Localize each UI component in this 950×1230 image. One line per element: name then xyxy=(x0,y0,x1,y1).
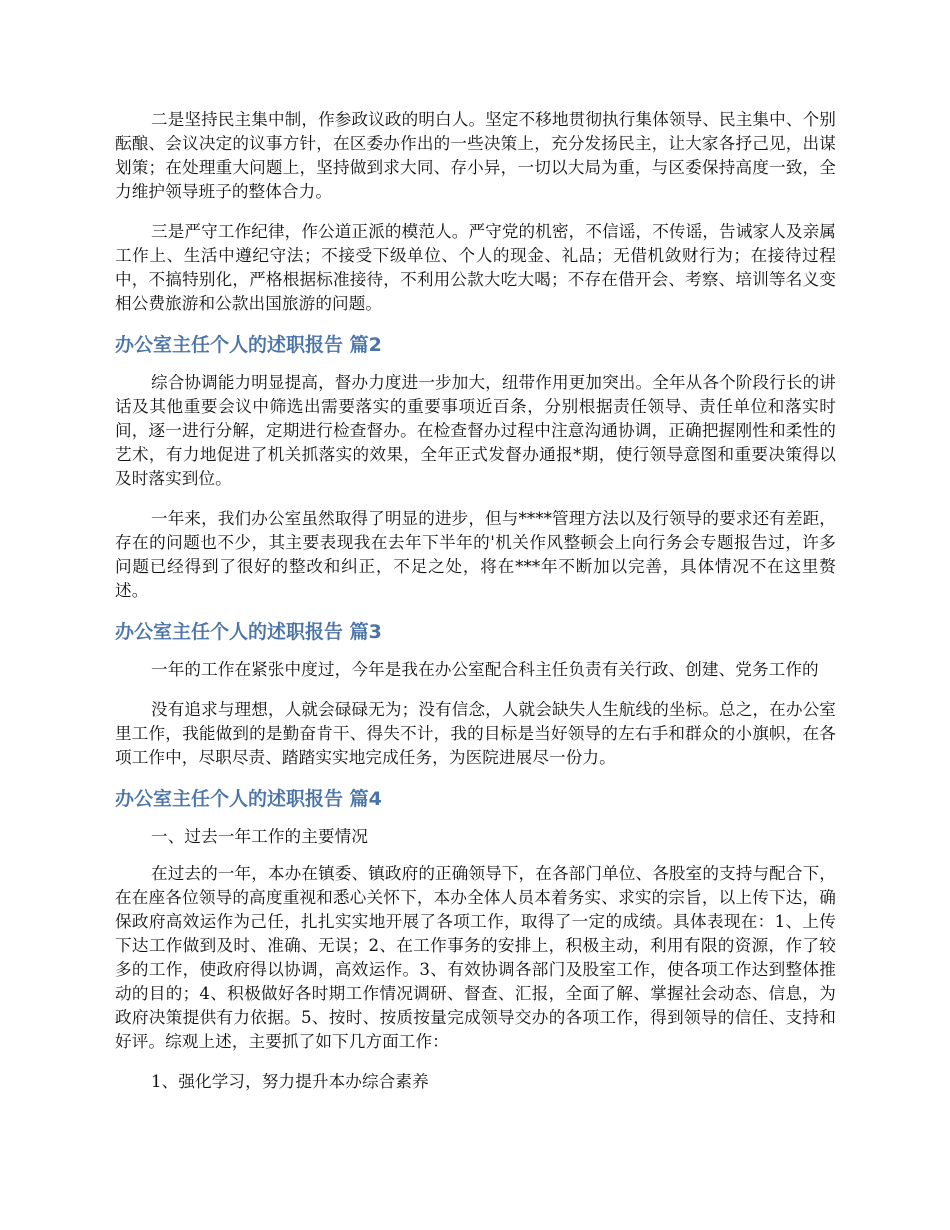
body-paragraph: 没有追求与理想，人就会碌碌无为；没有信念，人就会缺失人生航线的坐标。总之，在办公室里工作，我能做到的是勤奋肯干、得失不计，我的目标是当好领导的左右手和群众的小旗帜，在各项工作中，尽职尽责、踏踏实实地完成任务，为医院进展尽一份力。 xyxy=(115,700,836,767)
body-paragraph: 一年的工作在紧张中度过，今年是我在办公室配合科主任负责有关行政、创建、党务工作的 xyxy=(151,660,819,679)
body-paragraph: 综合协调能力明显提高，督办力度进一步加大，纽带作用更加突出。全年从各个阶段行长的讲话及其他重要会议中筛选出需要落实的重要事项近百条，分别根据责任领导、责任单位和落实时间，逐一进行分解，定期进行检查督办。在检查督办过程中注意沟通协调，正确把握刚性和柔性的艺术，有力地促进了机关抓落实的效果，全年正式发督办通报*期，使行领导意图和重要决策得以及时落实到位。 xyxy=(115,373,836,488)
body-paragraph: 在过去的一年，本办在镇委、镇政府的正确领导下，在各部门单位、各股室的支持与配合下，在在座各位领导的高度重视和悉心关怀下，本办全体人员本着务实、求实的宗旨，以上传下达，确保政府高效运作为己任，扎扎实实地开展了各项工作，取得了一定的成绩。具体表现在：1、上传下达工作做到及时、准确、无误；2、在工作事务的安排上，积极主动，利用有限的资源，作了较多的工作，使政府得以协调，高效运作。3、有效协调各部门及股室工作，使各项工作达到整体推动的目的；4、积极做好各时期工作情况调研、督查、汇报，全面了解、掌握社会动态、信息，为政府决策提供有力依据。5、按时、按质按量完成领导交办的各项工作，得到领导的信任、支持和好评。综观上述，主要抓了如下几方面工作： xyxy=(115,864,836,1051)
body-paragraph: 一、过去一年工作的主要情况 xyxy=(151,827,369,846)
section-heading: 办公室主任个人的述职报告 篇2 xyxy=(115,334,382,356)
section-heading: 办公室主任个人的述职报告 篇3 xyxy=(115,621,382,643)
section-heading: 办公室主任个人的述职报告 篇4 xyxy=(115,788,382,810)
body-paragraph: 1、强化学习，努力提升本办综合素养 xyxy=(151,1072,429,1091)
body-paragraph: 三是严守工作纪律，作公道正派的模范人。严守党的机密，不信谣，不传谣，告诫家人及亲属工作上、生活中遵纪守法；不接受下级单位、个人的现金、礼品；无借机敛财行为；在接待过程中，不搞特别化，严格根据标准接待，不利用公款大吃大喝；不存在借开会、考察、培训等名义变相公费旅游和公款出国旅游的问题。 xyxy=(115,222,836,313)
body-paragraph: 二是坚持民主集中制，作参政议政的明白人。坚定不移地贯彻执行集体领导、民主集中、个别酝酿、会议决定的议事方针，在区委办作出的一些决策上，充分发扬民主，让大家各抒己见，出谋划策；在处理重大问题上，坚持做到求大同、存小异，一切以大局为重，与区委保持高度一致，全力维护领导班子的整体合力。 xyxy=(115,110,836,201)
body-paragraph: 一年来，我们办公室虽然取得了明显的进步，但与****管理方法以及行领导的要求还有差距，存在的问题也不少，其主要表现我在去年下半年的'机关作风整顿会上向行务会专题报告过，许多问题已经得到了很好的整改和纠正，不足之处，将在***年不断加以完善，具体情况不在这里赘述。 xyxy=(115,509,836,600)
